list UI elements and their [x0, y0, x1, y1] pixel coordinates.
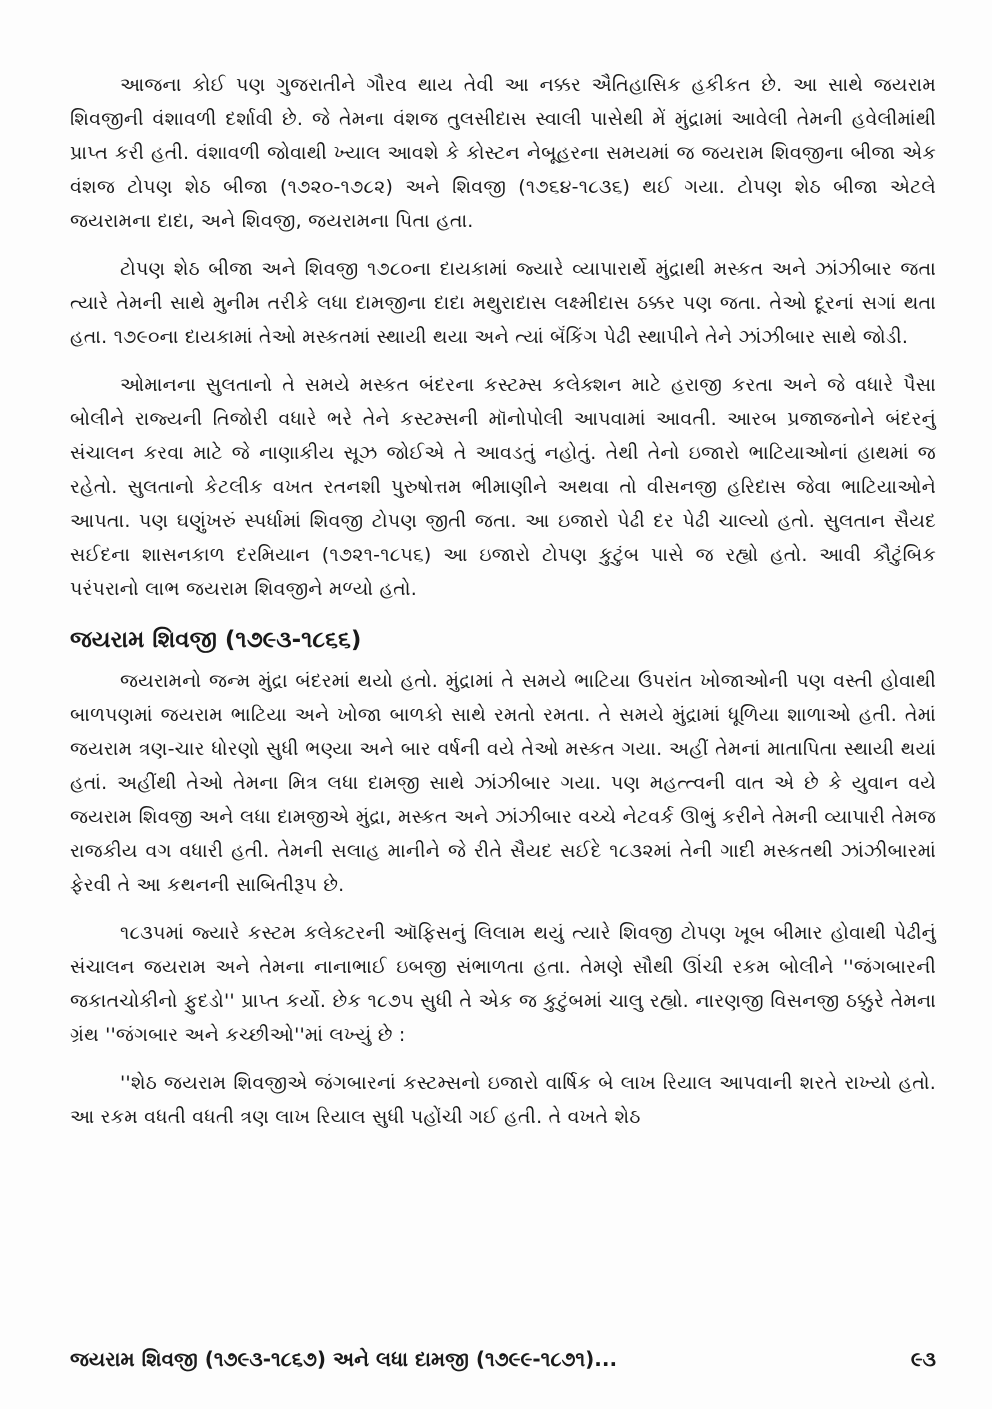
- paragraph-quotation: ''શેઠ જયરામ શિવજીએ જંગબારનાં કસ્ટમ્સનો ઇજારો વાર્ષિક બે લાખ રિયાલ આપવાની શરતે રાખ્યો હતો. આ રકમ વધતી વધતી ત્રણ લાખ રિયાલ સુધી પહોંચી ગઈ હતી. તે વખતે શેઠ: [70, 1072, 936, 1128]
- running-title: જયરામ શિવજી (૧૭૯૩-૧૮૬૭) અને લધા દામજી (૧૭૯૯-૧૮૭૧)...: [70, 1347, 618, 1371]
- paragraph-muscat-zanzibar: ટોપણ શેઠ બીજા અને શિવજી ૧૭૮૦ના દાયકામાં જ્યારે વ્યાપારાર્થે મુંદ્રાથી મસ્કત અને ઝાંઝીબાર જતા ત્યારે તેમની સાથે મુનીમ તરીકે લધા દામજીના દાદા મથુરાદાસ લક્ષ્મીદાસ ઠક્કર પણ જતા. તેઓ દૂરનાં સગાં થતા હતા. ૧૭૯૦ના દાયકામાં તેઓ મસ્કતમાં સ્થાયી થયા અને ત્યાં બૅંકિંગ પેઢી સ્થાપીને તેને ઝાંઝીબાર સાથે જોડી.: [70, 258, 936, 348]
- page-number: ૯૩: [910, 1347, 936, 1371]
- paragraph-customs-auction: ૧૮૩૫માં જ્યારે કસ્ટમ કલેક્ટરની ઑફિસનું લિલામ થયું ત્યારે શિવજી ટોપણ ખૂબ બીમાર હોવાથી પેઢીનું સંચાલન જયરામ અને તેમના નાનાભાઈ ઇબજી સંભાળતા હતા. તેમણે સૌથી ઊંચી રકમ બોલીને ''જંગબારની જકાતચોકીનો ફુદડો'' પ્રાપ્ત કર્યો. છેક ૧૮૭૫ સુધી તે એક જ કુટુંબમાં ચાલુ રહ્યો. નારણજી વિસનજી ઠક્કુરે તેમના ગ્રંથ ''જંગબાર અને કચ્છીઓ''માં લખ્યું છે :: [70, 922, 936, 1046]
- paragraph-customs-monopoly: ઓમાનના સુલતાનો તે સમયે મસ્કત બંદરના કસ્ટમ્સ કલેક્શન માટે હરાજી કરતા અને જે વધારે પૈસા બોલીને રાજ્યની તિજોરી વધારે ભરે તેને કસ્ટમ્સની મૉનોપોલી આપવામાં આવતી. આરબ પ્રજાજનોને બંદરનું સંચાલન કરવા માટે જે નાણાકીય સૂઝ જોઈએ તે આવડતું નહોતું. તેથી તેનો ઇજારો ભાટિયાઓનાં હાથમાં જ રહેતો. સુલતાનો કેટલીક વખત રતનશી પુરુષોત્તમ ભીમાણીને અથવા તો વીસનજી હરિદાસ જેવા ભાટિયાઓને આપતા. પણ ઘણુંખરું સ્પર્ધામાં શિવજી ટોપણ જીતી જતા. આ ઇજારો પેઢી દર પેઢી ચાલ્યો હતો. સુલતાન સૈયદ સઈદના શાસનકાળ દરમિયાન (૧૭૨૧-૧૮૫૬) આ ઇજારો ટોપણ કુટુંબ પાસે જ રહ્યો હતો. આવી કૌટુંબિક પરંપરાનો લાભ જયરામ શિવજીને મળ્યો હતો.: [70, 374, 936, 600]
- section-heading: જયરામ શિવજી (૧૭૯૩-૧૮૬૬): [70, 627, 362, 653]
- paragraph-genealogy: આજના કોઈ પણ ગુજરાતીને ગૌરવ થાય તેવી આ નક્કર ઐતિહાસિક હકીકત છે. આ સાથે જયરામ શિવજીની વંશાવળી દર્શાવી છે. જે તેમના વંશજ તુલસીદાસ સ્વાલી પાસેથી મેં મુંદ્રામાં આવેલી તેમની હવેલીમાંથી પ્રાપ્ત કરી હતી. વંશાવળી જોવાથી ખ્યાલ આવશે કે કોસ્ટન નેબૂહરના સમયમાં જ જયરામ શિવજીના બીજા એક વંશજ ટોપણ શેઠ બીજા (૧૭૨૦-૧૭૮૨) અને શિવજી (૧૭૬૪-૧૮૩૬) થઈ ગયા. ટોપણ શેઠ બીજા એટલે જયરામના દાદા, અને શિવજી, જયરામના પિતા હતા.: [70, 74, 936, 232]
- body-text: [70, 68, 936, 1148]
- paragraph-jayram-early-life: જયરામનો જન્મ મુંદ્રા બંદરમાં થયો હતો. મુંદ્રામાં તે સમયે ભાટિયા ઉપરાંત ખોજાઓની પણ વસ્તી હોવાથી બાળપણમાં જયરામ ભાટિયા અને ખોજા બાળકો સાથે રમતો રમતા. તે સમયે મુંદ્રામાં ધૂળિયા શાળાઓ હતી. તેમાં જયરામ ત્રણ-ચાર ધોરણો સુધી ભણ્યા અને બાર વર્ષની વયે તેઓ મસ્કત ગયા. અહીં તેમનાં માતાપિતા સ્થાયી થયાં હતાં. અહીંથી તેઓ તેમના મિત્ર લધા દામજી સાથે ઝાંઝીબાર ગયા. પણ મહત્ત્વની વાત એ છે કે યુવાન વયે જયરામ શિવજી અને લધા દામજીએ મુંદ્રા, મસ્કત અને ઝાંઝીબાર વચ્ચે નેટવર્ક ઊભું કરીને તેમની વ્યાપારી તેમજ રાજકીય વગ વધારી હતી. તેમની સલાહ માનીને જે રીતે સૈયદ સઈદે ૧૮૩૨માં તેની ગાદી મસ્કતથી ઝાંઝીબારમાં ફેરવી તે આ કથનની સાબિતીરૂપ છે.: [70, 670, 936, 896]
- page-footer: [70, 1342, 936, 1376]
